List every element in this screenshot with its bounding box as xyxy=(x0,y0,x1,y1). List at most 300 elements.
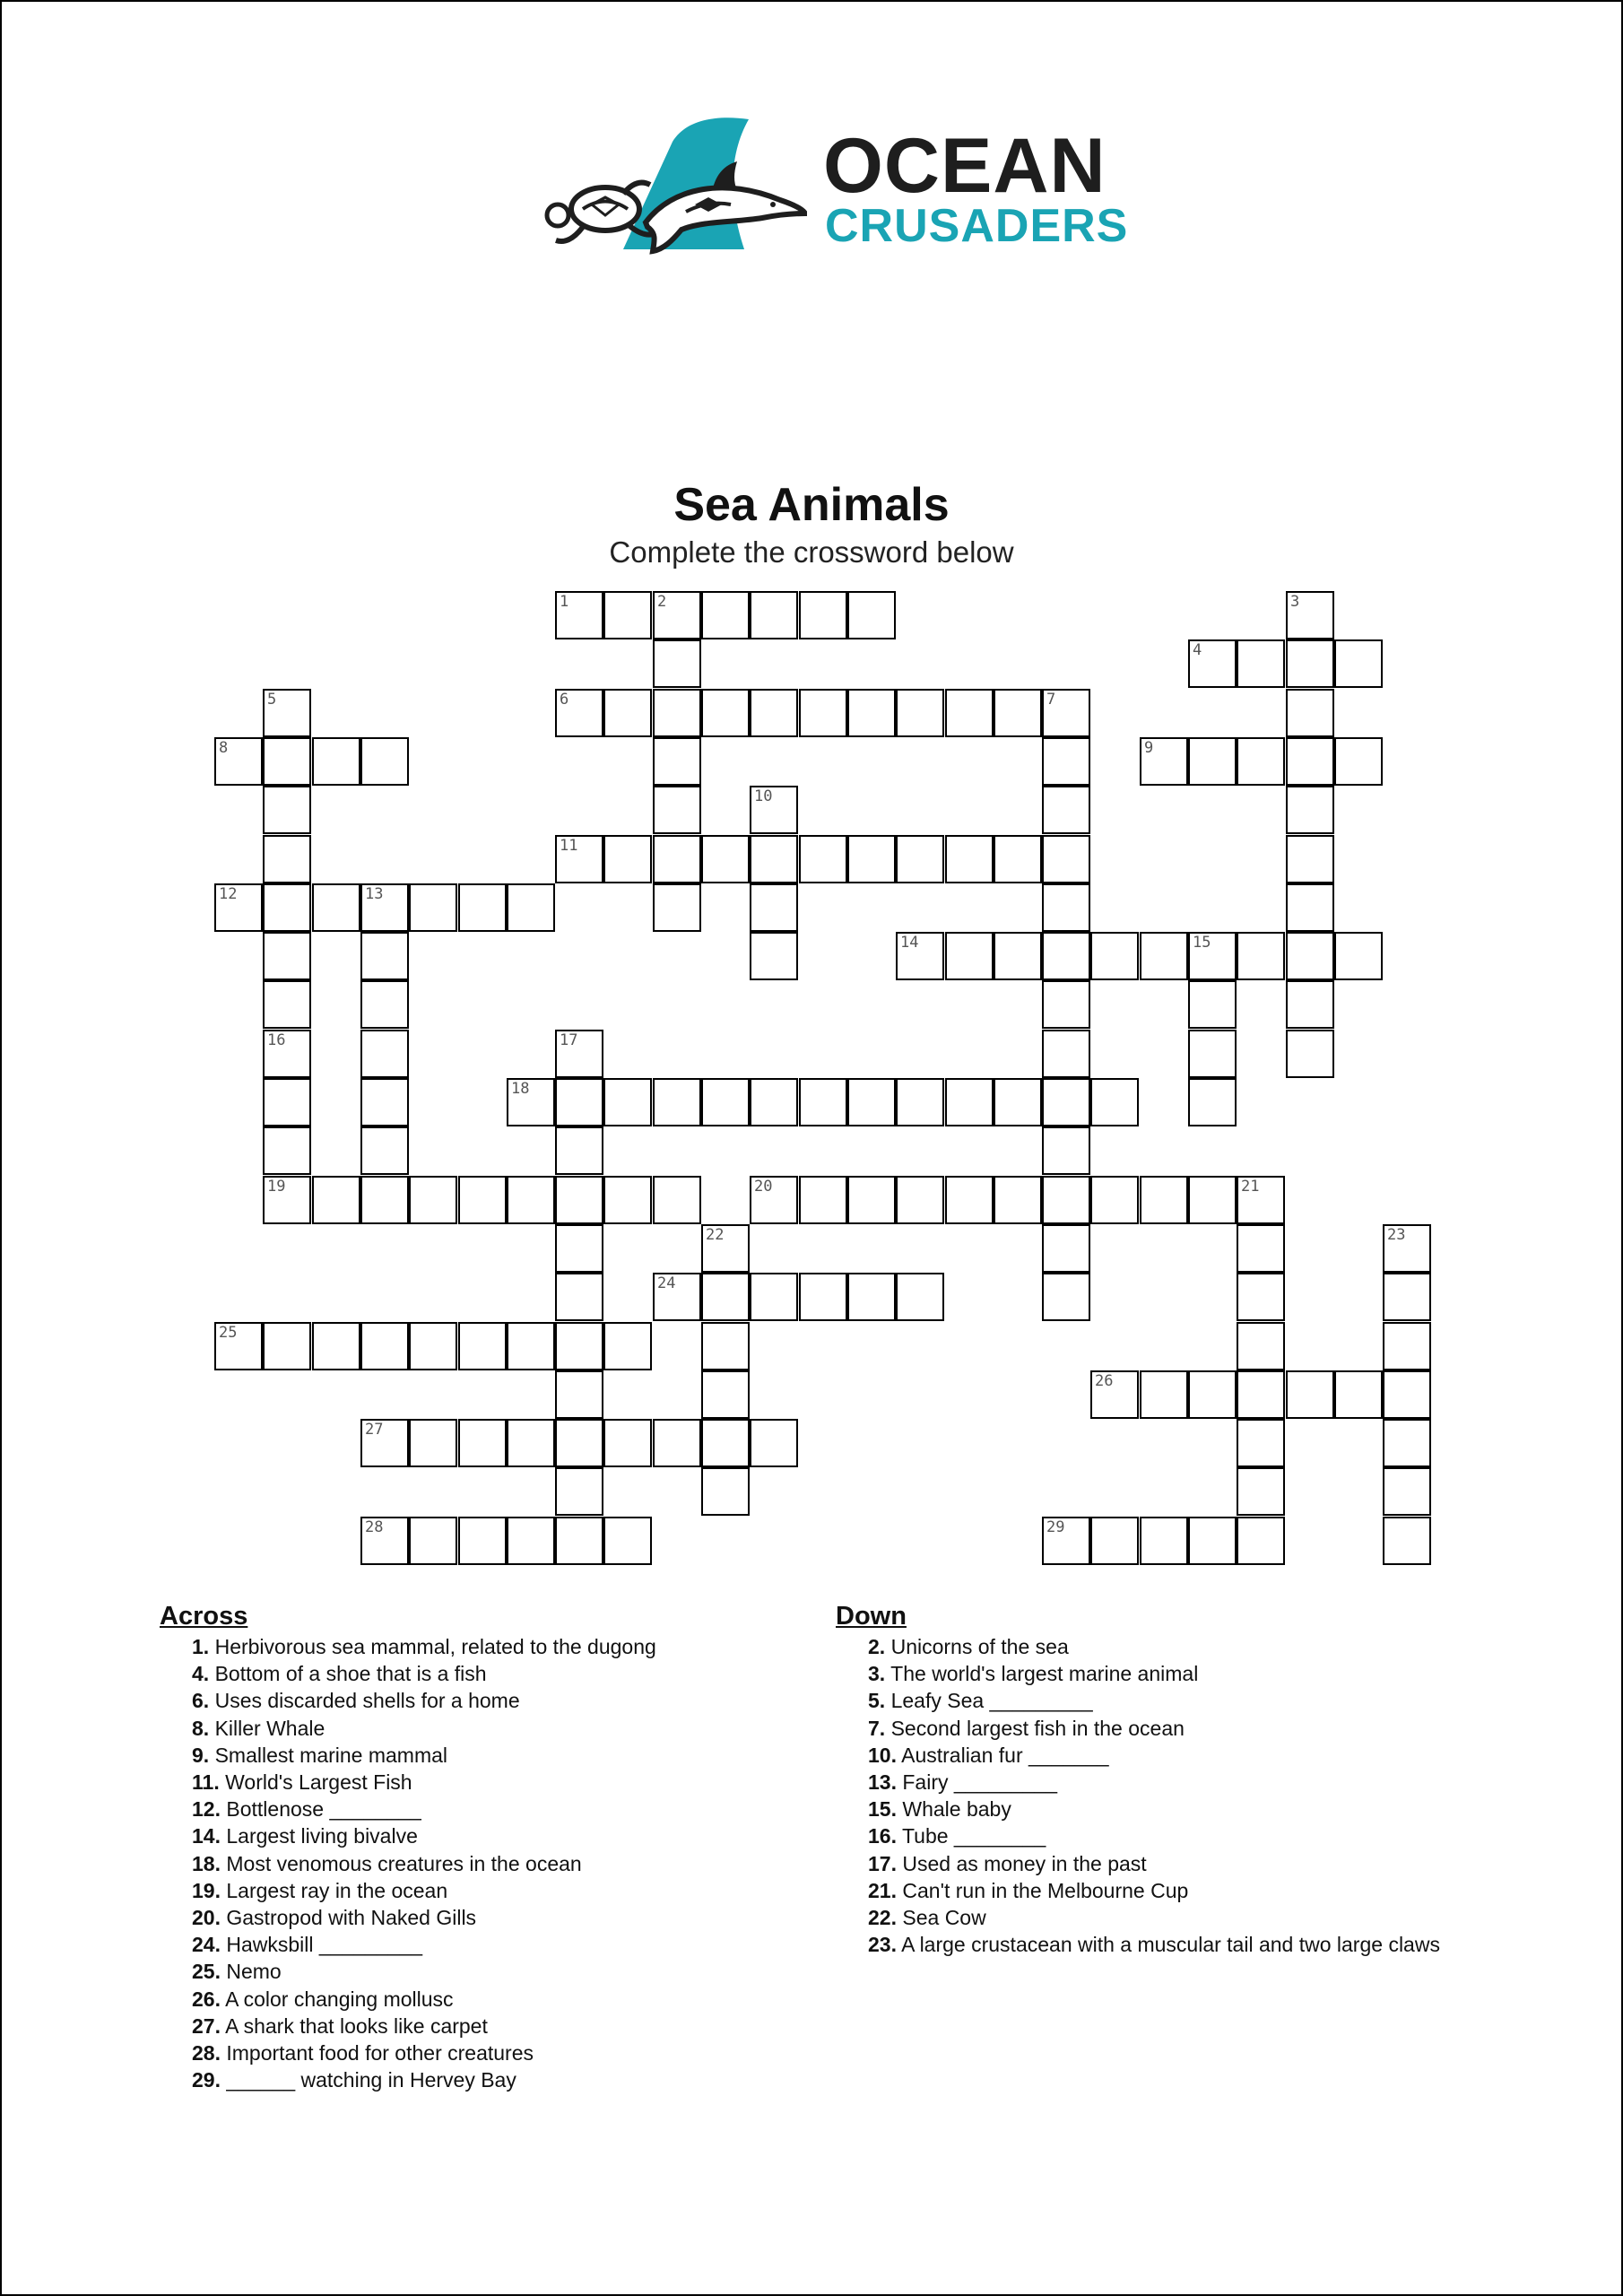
crossword-cell[interactable] xyxy=(263,737,311,786)
crossword-cell[interactable] xyxy=(994,835,1042,883)
clue-item xyxy=(192,1958,805,1985)
clue-item xyxy=(192,2039,805,2066)
logo-wordmark-crusaders: CRUSADERS xyxy=(825,200,1129,252)
crossword-cell[interactable] xyxy=(458,1176,507,1224)
crossword-cell[interactable] xyxy=(1334,932,1383,980)
across-clue-list xyxy=(160,1633,805,2093)
crossword-cell[interactable] xyxy=(263,786,311,834)
clue-number: 26. xyxy=(192,1987,221,2011)
crossword-cell[interactable] xyxy=(1237,1322,1285,1370)
crossword-cell[interactable] xyxy=(507,1176,555,1224)
clue-item xyxy=(192,1742,805,1769)
clue-item xyxy=(192,1687,805,1714)
crossword-cell[interactable] xyxy=(945,835,994,883)
crossword-cell[interactable] xyxy=(847,689,896,737)
clue-number-label: 1 xyxy=(560,593,569,611)
clue-text: Unicorns of the sea xyxy=(890,1635,1069,1658)
crossword-cell[interactable] xyxy=(360,980,409,1029)
clue-item xyxy=(192,1660,805,1687)
clue-item xyxy=(868,1904,1481,1931)
crossword-cell[interactable] xyxy=(1140,932,1188,980)
clue-number-label: 21 xyxy=(1241,1178,1260,1196)
clue-item xyxy=(192,1850,805,1877)
crossword-cell[interactable] xyxy=(360,1322,409,1370)
clue-item xyxy=(192,1904,805,1931)
clue-number: 10. xyxy=(868,1743,897,1767)
crossword-cell[interactable] xyxy=(312,737,360,786)
crossword-cell[interactable] xyxy=(701,1467,750,1516)
down-clues xyxy=(836,1601,1481,1958)
clue-number: 5. xyxy=(868,1689,886,1713)
crossword-cell[interactable] xyxy=(701,835,750,883)
crossword-cell[interactable] xyxy=(1042,883,1090,932)
crossword-cell[interactable] xyxy=(360,1176,409,1224)
clue-text: Whale baby xyxy=(902,1797,1011,1822)
crossword-cell[interactable] xyxy=(312,1322,360,1370)
crossword-cell[interactable] xyxy=(263,1126,311,1175)
crossword-cell[interactable] xyxy=(263,1176,311,1224)
crossword-cell[interactable] xyxy=(263,1322,311,1370)
crossword-cell[interactable] xyxy=(750,1419,798,1467)
crossword-cell[interactable] xyxy=(1042,737,1090,786)
crossword-cell[interactable] xyxy=(458,883,507,932)
clue-number: 12. xyxy=(192,1797,221,1822)
crossword-cell[interactable] xyxy=(750,1078,798,1126)
clue-item xyxy=(868,1796,1481,1822)
crossword-cell[interactable] xyxy=(458,1322,507,1370)
crossword-cell[interactable] xyxy=(263,980,311,1029)
clue-item xyxy=(868,1877,1481,1904)
crossword-cell[interactable] xyxy=(1042,1224,1090,1273)
crossword-cell[interactable] xyxy=(750,932,798,980)
crossword-cell[interactable] xyxy=(1237,1370,1285,1419)
crossword-cell[interactable] xyxy=(994,1078,1042,1126)
crossword-cell[interactable] xyxy=(1042,1176,1090,1224)
crossword-cell[interactable] xyxy=(750,786,798,834)
crossword-cell[interactable] xyxy=(507,1517,555,1565)
clue-text: Smallest marine mammal xyxy=(214,1743,448,1767)
crossword-cell[interactable] xyxy=(945,1078,994,1126)
crossword-cell[interactable] xyxy=(263,835,311,883)
crossword-cell[interactable] xyxy=(1383,1419,1431,1467)
crossword-cell[interactable] xyxy=(1286,883,1334,932)
clue-number-label: 10 xyxy=(754,787,773,805)
crossword-cell[interactable] xyxy=(750,883,798,932)
crossword-cell[interactable] xyxy=(750,1176,798,1224)
crossword-cell[interactable] xyxy=(360,1078,409,1126)
crossword-cell[interactable] xyxy=(507,1322,555,1370)
crossword-cell[interactable] xyxy=(1090,1370,1139,1419)
crossword-cell[interactable] xyxy=(1188,1370,1237,1419)
clue-number-label: 29 xyxy=(1046,1518,1065,1536)
clue-number-label: 17 xyxy=(560,1031,578,1049)
crossword-cell[interactable] xyxy=(1383,1370,1431,1419)
crossword-cell[interactable] xyxy=(1042,980,1090,1029)
crossword-cell[interactable] xyxy=(653,883,701,932)
clue-number: 17. xyxy=(868,1851,897,1875)
crossword-cell[interactable] xyxy=(360,1517,409,1565)
clue-number-label: 20 xyxy=(754,1178,773,1196)
crossword-cell[interactable] xyxy=(1237,1176,1285,1224)
crossword-cell[interactable] xyxy=(750,591,798,639)
crossword-cell[interactable] xyxy=(1286,932,1334,980)
crossword-cell[interactable] xyxy=(847,1078,896,1126)
crossword-cell[interactable] xyxy=(1237,639,1285,688)
clue-number: 7. xyxy=(868,1716,886,1740)
crossword-cell[interactable] xyxy=(750,835,798,883)
clue-item xyxy=(192,2013,805,2039)
crossword-cell[interactable] xyxy=(1090,1517,1139,1565)
clue-text: Important food for other creatures xyxy=(226,2041,534,2066)
crossword-cell[interactable] xyxy=(799,1273,847,1321)
crossword-cell[interactable] xyxy=(701,1419,750,1467)
crossword-cell[interactable] xyxy=(409,1517,457,1565)
crossword-cell[interactable] xyxy=(994,689,1042,737)
crossword-cell[interactable] xyxy=(458,1419,507,1467)
clue-item xyxy=(192,1986,805,2013)
clue-number: 23. xyxy=(868,1933,897,1957)
crossword-cell[interactable] xyxy=(653,1078,701,1126)
clue-number-label: 7 xyxy=(1046,691,1056,709)
crossword-cell[interactable] xyxy=(507,1419,555,1467)
crossword-cell[interactable] xyxy=(312,883,360,932)
clue-number-label: 28 xyxy=(365,1518,384,1536)
crossword-cell[interactable] xyxy=(1188,737,1237,786)
clue-number-label: 24 xyxy=(657,1274,676,1292)
crossword-cell[interactable] xyxy=(603,1517,652,1565)
crossword-cell[interactable] xyxy=(603,1176,652,1224)
crossword-cell[interactable] xyxy=(1237,1224,1285,1273)
crossword-cell[interactable] xyxy=(1237,737,1285,786)
clue-item xyxy=(868,1715,1481,1742)
crossword-cell[interactable] xyxy=(1090,1078,1139,1126)
crossword-cell[interactable] xyxy=(799,1176,847,1224)
crossword-cell[interactable] xyxy=(1188,639,1237,688)
crossword-cell[interactable] xyxy=(1042,786,1090,834)
clue-number: 28. xyxy=(192,2041,221,2066)
crossword-cell[interactable] xyxy=(360,883,409,932)
crossword-cell[interactable] xyxy=(1042,1078,1090,1126)
crossword-cell[interactable] xyxy=(799,835,847,883)
crossword-cell[interactable] xyxy=(1188,1176,1237,1224)
crossword-cell[interactable] xyxy=(653,835,701,883)
crossword-cell[interactable] xyxy=(653,737,701,786)
clue-item xyxy=(192,1877,805,1904)
clue-text: Nemo xyxy=(226,1960,282,1984)
clue-number: 20. xyxy=(192,1906,221,1930)
crossword-cell[interactable] xyxy=(994,932,1042,980)
crossword-cell[interactable] xyxy=(945,1176,994,1224)
clue-text: Gastropod with Naked Gills xyxy=(226,1906,477,1930)
crossword-cell[interactable] xyxy=(945,689,994,737)
crossword-cell[interactable] xyxy=(555,1419,603,1467)
crossword-cell[interactable] xyxy=(263,932,311,980)
puzzle-subtitle: Complete the crossword below xyxy=(609,535,1014,569)
crossword-cell[interactable] xyxy=(1286,980,1334,1029)
crossword-cell[interactable] xyxy=(603,1078,652,1126)
clue-item xyxy=(192,1822,805,1849)
crossword-cell[interactable] xyxy=(312,1176,360,1224)
crossword-cell[interactable] xyxy=(1286,591,1334,639)
clue-number: 19. xyxy=(192,1878,221,1902)
crossword-cell[interactable] xyxy=(555,1224,603,1273)
clue-item xyxy=(868,1769,1481,1796)
crossword-cell[interactable] xyxy=(1286,689,1334,737)
crossword-cell[interactable] xyxy=(409,1176,457,1224)
crossword-cell[interactable] xyxy=(360,737,409,786)
crossword-cell[interactable] xyxy=(1237,1517,1285,1565)
clue-item xyxy=(868,1822,1481,1849)
crossword-cell[interactable] xyxy=(555,1517,603,1565)
crossword-cell[interactable] xyxy=(507,1078,555,1126)
crossword-cell[interactable] xyxy=(555,1176,603,1224)
crossword-cell[interactable] xyxy=(555,1370,603,1419)
clue-number-label: 14 xyxy=(900,934,919,952)
crossword-cell[interactable] xyxy=(1334,639,1383,688)
clue-number-label: 4 xyxy=(1193,641,1202,659)
crossword-cell[interactable] xyxy=(1286,737,1334,786)
clue-number: 21. xyxy=(868,1878,897,1902)
crossword-cell[interactable] xyxy=(653,591,701,639)
crossword-cell[interactable] xyxy=(750,1273,798,1321)
crossword-cell[interactable] xyxy=(701,1273,750,1321)
crossword-cell[interactable] xyxy=(750,689,798,737)
crossword-cell[interactable] xyxy=(360,1030,409,1078)
clue-item xyxy=(868,1633,1481,1660)
crossword-cell[interactable] xyxy=(1383,1322,1431,1370)
crossword-cell[interactable] xyxy=(1090,1176,1139,1224)
clue-number: 14. xyxy=(192,1824,221,1848)
crossword-cell[interactable] xyxy=(1042,689,1090,737)
crossword-cell[interactable] xyxy=(701,591,750,639)
clue-text: Can't run in the Melbourne Cup xyxy=(902,1878,1189,1902)
crossword-cell[interactable] xyxy=(1237,1419,1285,1467)
down-heading: Down xyxy=(836,1602,907,1631)
crossword-cell[interactable] xyxy=(1237,932,1285,980)
clue-number-label: 19 xyxy=(267,1178,286,1196)
crossword-cell[interactable] xyxy=(847,1273,896,1321)
clue-text: A large crustacean with a muscular tail and two large claws xyxy=(901,1933,1440,1957)
crossword-cell[interactable] xyxy=(409,1322,457,1370)
crossword-cell[interactable] xyxy=(653,1273,701,1321)
crossword-cell[interactable] xyxy=(555,1322,603,1370)
crossword-cell[interactable] xyxy=(1042,932,1090,980)
crossword-cell[interactable] xyxy=(653,689,701,737)
crossword-cell[interactable] xyxy=(1042,1030,1090,1078)
crossword-cell[interactable] xyxy=(360,932,409,980)
crossword-cell[interactable] xyxy=(409,883,457,932)
clue-item xyxy=(868,1660,1481,1687)
clue-text: Hawksbill _________ xyxy=(226,1933,423,1957)
crossword-cell[interactable] xyxy=(653,1419,701,1467)
crossword-cell[interactable] xyxy=(847,1176,896,1224)
crossword-cell[interactable] xyxy=(1042,1273,1090,1321)
clue-number-label: 5 xyxy=(267,691,277,709)
clue-number-label: 12 xyxy=(219,885,238,903)
clue-text: Tube ________ xyxy=(901,1824,1046,1848)
crossword-cell[interactable] xyxy=(653,1176,701,1224)
crossword-cell[interactable] xyxy=(1188,980,1237,1029)
clue-number-label: 15 xyxy=(1193,934,1211,952)
crossword-cell[interactable] xyxy=(1237,1467,1285,1516)
clue-number: 18. xyxy=(192,1851,221,1875)
crossword-cell[interactable] xyxy=(603,591,652,639)
clue-number-label: 18 xyxy=(511,1080,530,1098)
crossword-cell[interactable] xyxy=(555,1030,603,1078)
clue-text: The world's largest marine animal xyxy=(890,1662,1199,1686)
crossword-cell[interactable] xyxy=(555,1126,603,1175)
crossword-cell[interactable] xyxy=(701,1370,750,1419)
crossword-cell[interactable] xyxy=(1383,1467,1431,1516)
crossword-cell[interactable] xyxy=(555,835,603,883)
crossword-cell[interactable] xyxy=(1042,835,1090,883)
clue-text: Uses discarded shells for a home xyxy=(214,1689,520,1713)
crossword-cell[interactable] xyxy=(1140,1370,1188,1419)
clue-number-label: 13 xyxy=(365,885,384,903)
clue-number-label: 25 xyxy=(219,1324,238,1342)
clue-item xyxy=(868,1931,1481,1958)
crossword-cell[interactable] xyxy=(1140,1176,1188,1224)
clue-number: 11. xyxy=(192,1770,220,1795)
crossword-cell[interactable] xyxy=(1188,1030,1237,1078)
crossword-cell[interactable] xyxy=(653,786,701,834)
down-clue-list xyxy=(836,1633,1481,1958)
crossword-cell[interactable] xyxy=(896,1176,944,1224)
crossword-cell[interactable] xyxy=(214,737,263,786)
clue-number-label: 22 xyxy=(706,1226,725,1244)
crossword-cell[interactable] xyxy=(1140,737,1188,786)
crossword-cell[interactable] xyxy=(507,883,555,932)
crossword-cell[interactable] xyxy=(555,689,603,737)
crossword-cell[interactable] xyxy=(263,883,311,932)
crossword-cell[interactable] xyxy=(458,1517,507,1565)
clue-text: Herbivorous sea mammal, related to the dugong xyxy=(214,1635,656,1658)
crossword-cell[interactable] xyxy=(409,1419,457,1467)
crossword-cell[interactable] xyxy=(799,591,847,639)
crossword-cell[interactable] xyxy=(360,1126,409,1175)
clue-item xyxy=(192,1931,805,1958)
crossword-cell[interactable] xyxy=(994,1176,1042,1224)
clue-text: Fairy _________ xyxy=(902,1770,1057,1795)
crossword-cell[interactable] xyxy=(701,1322,750,1370)
crossword-cell[interactable] xyxy=(1383,1517,1431,1565)
crossword-cell[interactable] xyxy=(1334,1370,1383,1419)
logo-wordmark-ocean: OCEAN xyxy=(823,123,1107,209)
clue-text: Bottlenose ________ xyxy=(226,1797,421,1822)
clue-text: Used as money in the past xyxy=(902,1851,1147,1875)
clue-item xyxy=(192,1796,805,1822)
clue-number: 29. xyxy=(192,2068,221,2092)
clue-number-label: 11 xyxy=(560,837,578,855)
crossword-cell[interactable] xyxy=(555,1078,603,1126)
clue-number-label: 23 xyxy=(1387,1226,1406,1244)
crossword-cell[interactable] xyxy=(896,689,944,737)
crossword-cell[interactable] xyxy=(701,1224,750,1273)
crossword-cell[interactable] xyxy=(799,689,847,737)
clue-item xyxy=(868,1742,1481,1769)
crossword-cell[interactable] xyxy=(263,689,311,737)
crossword-cell[interactable] xyxy=(214,883,263,932)
crossword-cell[interactable] xyxy=(603,689,652,737)
crossword-cell[interactable] xyxy=(1286,786,1334,834)
crossword-cell[interactable] xyxy=(263,1030,311,1078)
crossword-cell[interactable] xyxy=(896,835,944,883)
crossword-cell[interactable] xyxy=(360,1419,409,1467)
clue-text: Second largest fish in the ocean xyxy=(890,1716,1185,1740)
crossword-cell[interactable] xyxy=(1286,639,1334,688)
clue-number-label: 26 xyxy=(1095,1372,1114,1390)
clue-text: Largest living bivalve xyxy=(226,1824,418,1848)
clue-number: 16. xyxy=(868,1824,897,1848)
clue-text: Largest ray in the ocean xyxy=(226,1878,448,1902)
crossword-cell[interactable] xyxy=(1286,1030,1334,1078)
crossword-cell[interactable] xyxy=(555,591,603,639)
clue-number: 9. xyxy=(192,1743,210,1767)
crossword-cell[interactable] xyxy=(701,1078,750,1126)
clue-text: Sea Cow xyxy=(902,1906,986,1930)
crossword-cell[interactable] xyxy=(896,932,944,980)
crossword-cell[interactable] xyxy=(1042,1126,1090,1175)
crossword-cell[interactable] xyxy=(1334,737,1383,786)
crossword-cell[interactable] xyxy=(896,1273,944,1321)
crossword-cell[interactable] xyxy=(945,932,994,980)
clue-item xyxy=(868,1850,1481,1877)
clue-text: Killer Whale xyxy=(214,1716,325,1740)
crossword-cell[interactable] xyxy=(1383,1273,1431,1321)
puzzle-title: Sea Animals xyxy=(673,479,950,531)
crossword-cell[interactable] xyxy=(1237,1273,1285,1321)
clue-number-label: 8 xyxy=(219,739,229,757)
clue-text: Most venomous creatures in the ocean xyxy=(226,1851,582,1875)
crossword-cell[interactable] xyxy=(1286,835,1334,883)
crossword-cell[interactable] xyxy=(1188,1078,1237,1126)
crossword-cell[interactable] xyxy=(1140,1517,1188,1565)
clue-number: 4. xyxy=(192,1662,210,1686)
crossword-cell[interactable] xyxy=(555,1467,603,1516)
clue-text: A shark that looks like carpet xyxy=(225,2013,488,2038)
clue-item xyxy=(192,2066,805,2093)
crossword-cell[interactable] xyxy=(603,835,652,883)
crossword-cell[interactable] xyxy=(701,689,750,737)
crossword-cell[interactable] xyxy=(263,1078,311,1126)
crossword-cell[interactable] xyxy=(214,1322,263,1370)
clue-number-label: 2 xyxy=(657,593,667,611)
clue-number: 6. xyxy=(192,1689,210,1713)
clue-item xyxy=(868,1687,1481,1714)
crossword-cell[interactable] xyxy=(847,835,896,883)
crossword-cell[interactable] xyxy=(799,1078,847,1126)
crossword-cell[interactable] xyxy=(1188,932,1237,980)
crossword-cell[interactable] xyxy=(603,1322,652,1370)
clue-number-label: 3 xyxy=(1290,593,1300,611)
crossword-cell[interactable] xyxy=(1188,1517,1237,1565)
crossword-cell[interactable] xyxy=(847,591,896,639)
crossword-cell[interactable] xyxy=(1383,1224,1431,1273)
crossword-cell[interactable] xyxy=(1042,1517,1090,1565)
crossword-cell[interactable] xyxy=(653,639,701,688)
crossword-cell[interactable] xyxy=(1090,932,1139,980)
crossword-cell[interactable] xyxy=(555,1273,603,1321)
crossword-cell[interactable] xyxy=(896,1078,944,1126)
clue-text: Leafy Sea _________ xyxy=(890,1689,1093,1713)
crossword-cell[interactable] xyxy=(603,1419,652,1467)
across-heading: Across xyxy=(160,1602,248,1631)
clue-number: 13. xyxy=(868,1770,897,1795)
clue-number-label: 6 xyxy=(560,691,569,709)
clue-text: A color changing mollusc xyxy=(225,1987,454,2011)
clue-number: 22. xyxy=(868,1906,897,1930)
crossword-cell[interactable] xyxy=(1286,1370,1334,1419)
